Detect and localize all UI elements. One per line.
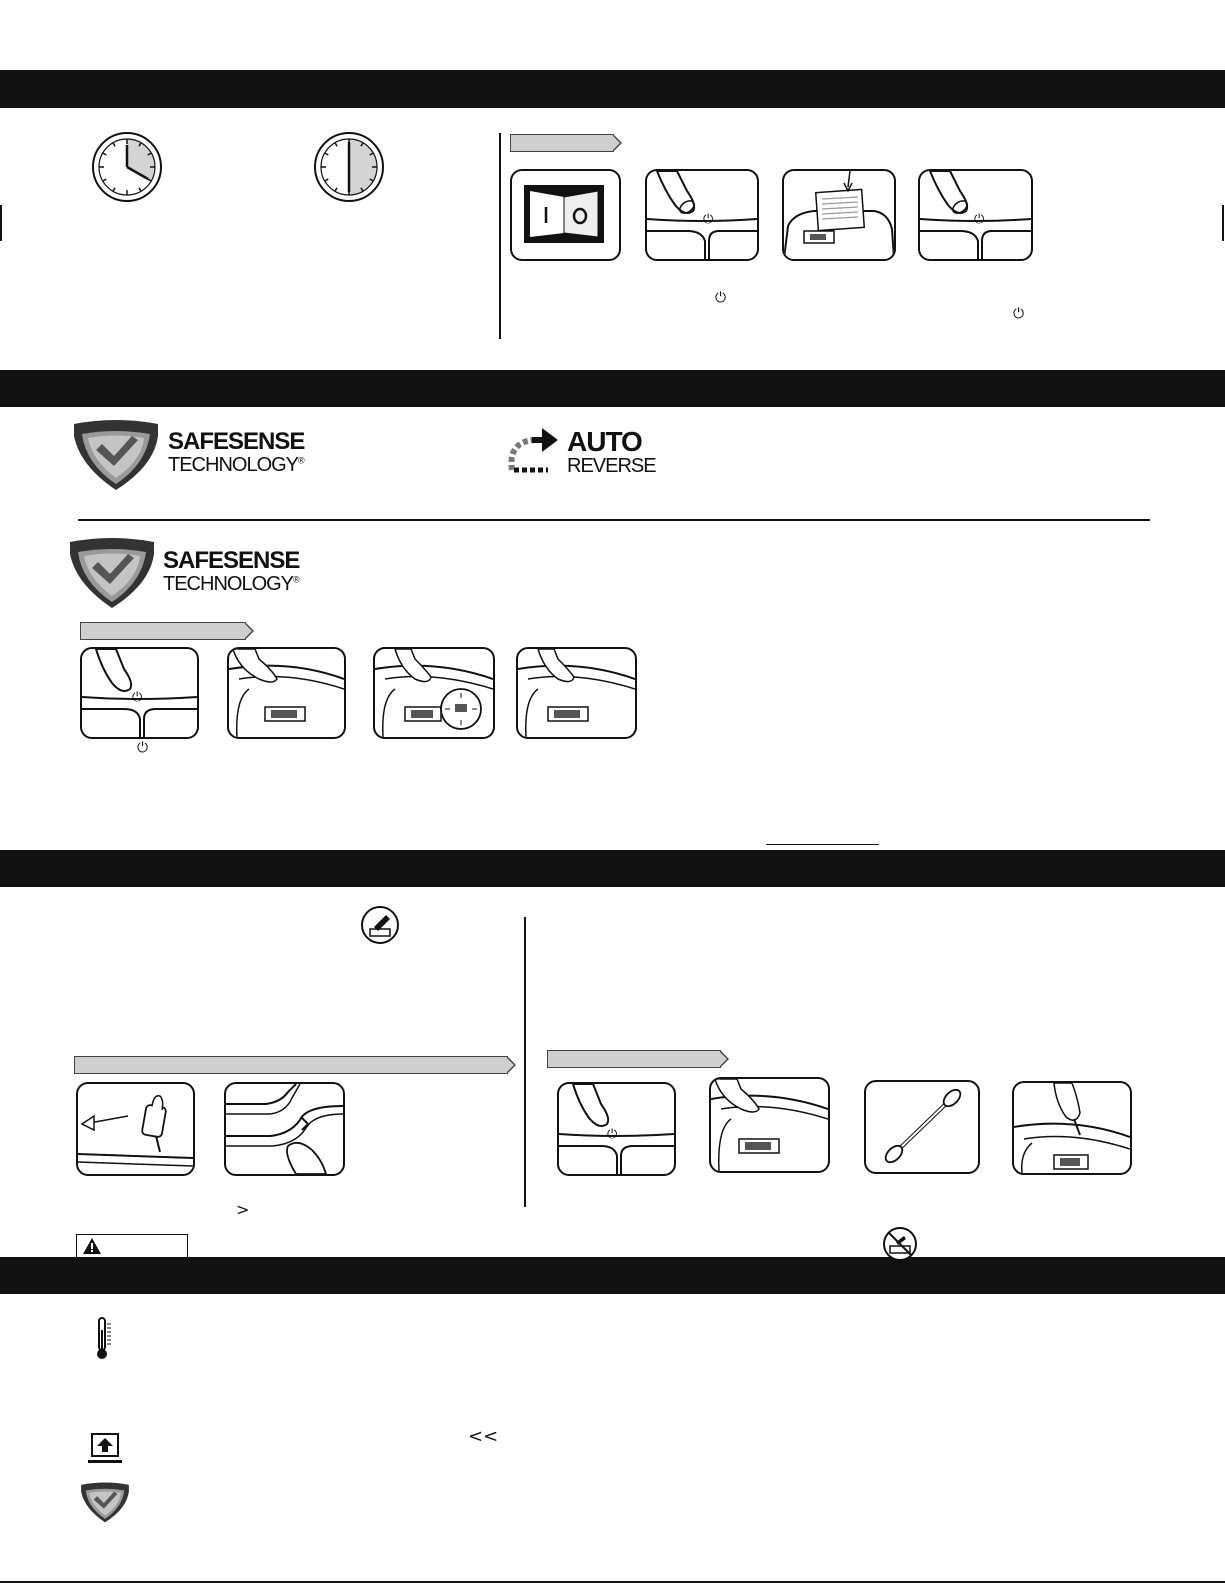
cotton-swab-icon bbox=[864, 1080, 980, 1174]
hand-on-shredder-indicator-icon bbox=[373, 647, 495, 739]
safesense-title: SAFESENSE bbox=[163, 547, 300, 574]
clock-icon bbox=[312, 130, 386, 204]
power-button-icon bbox=[645, 169, 759, 261]
section-bar-4 bbox=[0, 1257, 1225, 1294]
auto-reverse-arrow-icon bbox=[504, 422, 558, 476]
hand-on-shredder-icon bbox=[227, 647, 346, 739]
divider-horizontal bbox=[78, 519, 1150, 521]
warning-label-box bbox=[76, 1234, 188, 1258]
power-button-icon bbox=[80, 647, 199, 739]
bottom-rule bbox=[0, 1581, 1225, 1583]
power-icon: ⏻ bbox=[132, 690, 143, 705]
section-bar-2 bbox=[0, 370, 1225, 407]
chevron-right-icon: > bbox=[236, 1200, 250, 1219]
oil-pen-application-icon bbox=[76, 1082, 195, 1176]
section-bar-1 bbox=[0, 70, 1225, 108]
power-icon: ⏻ bbox=[607, 1127, 618, 1142]
step-tab bbox=[547, 1050, 721, 1068]
divider-vertical bbox=[499, 133, 501, 339]
reverse-button-press-icon bbox=[224, 1082, 345, 1176]
hand-cleaning-sensor-icon bbox=[1012, 1081, 1132, 1175]
oil-pen-icon bbox=[360, 905, 400, 945]
edge-tick-left bbox=[0, 205, 2, 241]
hand-on-shredder-icon bbox=[516, 647, 637, 739]
step-tab bbox=[510, 134, 614, 152]
power-button-icon bbox=[557, 1082, 676, 1176]
reverse-subtitle: REVERSE bbox=[567, 455, 656, 477]
safesense-shield-icon bbox=[68, 538, 156, 610]
divider-vertical bbox=[524, 917, 526, 1207]
safesense-subtitle: TECHNOLOGY® bbox=[163, 573, 299, 595]
paper-feed-icon bbox=[782, 169, 896, 261]
power-icon: ⏻ bbox=[974, 212, 985, 227]
power-icon: ⏻ bbox=[1013, 306, 1025, 322]
bin-full-icon bbox=[88, 1432, 122, 1468]
power-icon: ⏻ bbox=[137, 740, 149, 756]
safesense-shield-icon bbox=[80, 1482, 130, 1524]
double-chevron-left-icon: << bbox=[468, 1426, 499, 1447]
thermometer-icon bbox=[94, 1316, 114, 1360]
warning-triangle-icon bbox=[83, 1238, 101, 1254]
safesense-subtitle: TECHNOLOGY® bbox=[168, 454, 304, 476]
rocker-switch-icon bbox=[510, 169, 621, 261]
power-button-icon bbox=[918, 169, 1033, 261]
link-underline bbox=[766, 844, 879, 845]
power-icon: ⏻ bbox=[715, 290, 727, 306]
safesense-title: SAFESENSE bbox=[168, 428, 305, 455]
clock-icon bbox=[90, 130, 164, 204]
step-tab bbox=[74, 1056, 508, 1074]
section-bar-3 bbox=[0, 850, 1225, 887]
step-tab bbox=[80, 622, 246, 640]
no-aerosol-icon bbox=[882, 1226, 918, 1262]
auto-title: AUTO bbox=[567, 426, 642, 457]
hand-on-shredder-icon bbox=[709, 1077, 830, 1173]
power-icon: ⏻ bbox=[703, 212, 714, 227]
edge-tick-right bbox=[1222, 205, 1224, 241]
safesense-shield-icon bbox=[72, 420, 160, 492]
